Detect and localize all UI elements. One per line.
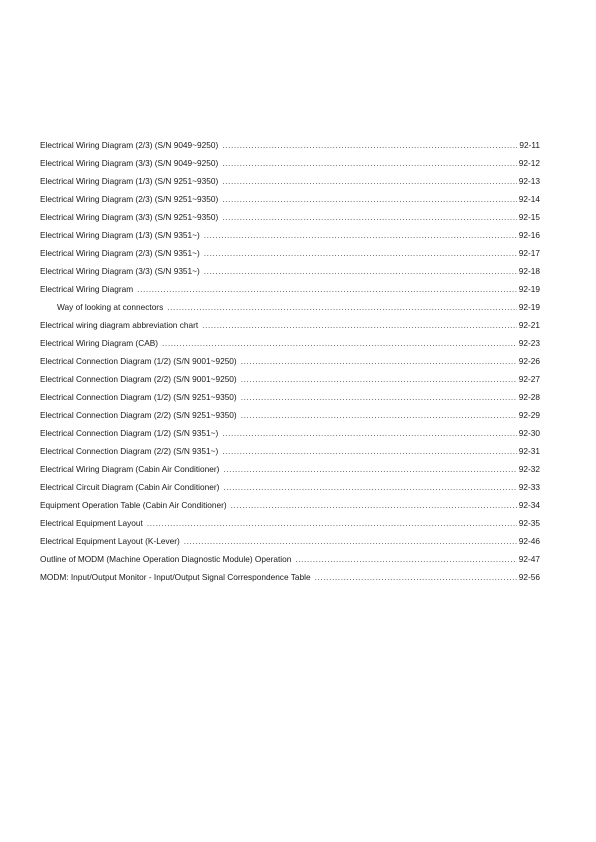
toc-entry-page-number: 92-13 [518,176,540,186]
toc-entry-title: Way of looking at connectors [57,302,164,312]
toc-entry-page-number: 92-46 [518,536,540,546]
toc-entry-title: Electrical Wiring Diagram (3/3) (S/N 9049~9250) [40,158,219,168]
toc-entry[interactable] [40,424,540,442]
toc-entry-title: Electrical Wiring Diagram (2/3) (S/N 9049~9250) [40,140,219,150]
dot-leader [315,568,517,586]
toc-entry-title: Electrical Wiring Diagram (3/3) (S/N 9251~9350) [40,212,219,222]
toc-entry[interactable] [40,532,540,550]
dot-leader [223,478,516,496]
toc-entry-page-number: 92-34 [518,500,540,510]
dot-leader [222,442,517,460]
toc-entry[interactable] [40,208,540,226]
toc-entry-page-number: 92-31 [518,446,540,456]
toc-entry-page-number: 92-32 [518,464,540,474]
dot-leader [202,316,517,334]
toc-entry-page-number: 92-33 [518,482,540,492]
toc-entry[interactable] [40,388,540,406]
toc-entry[interactable] [40,496,540,514]
toc-entry-title: Electrical Connection Diagram (1/2) (S/N 9001~9250) [40,356,237,366]
toc-entry-title: Electrical Connection Diagram (1/2) (S/N 9251~9350) [40,392,237,402]
toc-entry-title: Electrical Connection Diagram (2/2) (S/N 9251~9350) [40,410,237,420]
toc-entry-page-number: 92-29 [518,410,540,420]
dot-leader [204,262,517,280]
dot-leader [204,226,517,244]
toc-entry[interactable] [40,370,540,388]
toc-entry[interactable] [40,280,540,298]
dot-leader [222,136,517,154]
dot-leader [222,424,517,442]
toc-entry-page-number: 92-19 [518,284,540,294]
dot-leader [162,334,517,352]
toc-entry-title: Electrical Circuit Diagram (Cabin Air Conditioner) [40,482,220,492]
toc-entry[interactable] [40,478,540,496]
dot-leader [231,496,517,514]
toc-entry[interactable] [40,262,540,280]
toc-entry[interactable] [40,514,540,532]
toc-entry-title: Electrical Wiring Diagram (Cabin Air Conditioner) [40,464,220,474]
dot-leader [204,244,517,262]
toc-entry-page-number: 92-19 [518,302,540,312]
toc-entry-title: Outline of MODM (Machine Operation Diagnostic Module) Operation [40,554,292,564]
toc-entry-title: Electrical Connection Diagram (2/2) (S/N 9351~) [40,446,219,456]
toc-entry-title: Electrical wiring diagram abbreviation chart [40,320,199,330]
toc-entry-page-number: 92-35 [518,518,540,528]
toc-entry-page-number: 92-12 [518,158,540,168]
dot-leader [167,298,517,316]
dot-leader [222,154,517,172]
toc-entry[interactable] [40,460,540,478]
toc-entry[interactable] [40,316,540,334]
dot-leader [295,550,516,568]
toc-entry-title: Electrical Wiring Diagram (2/3) (S/N 9251~9350) [40,194,219,204]
toc-entry-page-number: 92-23 [518,338,540,348]
toc-entry-title: Electrical Wiring Diagram [40,284,134,294]
toc-entry-page-number: 92-21 [518,320,540,330]
toc-entry[interactable] [40,226,540,244]
dot-leader [241,370,517,388]
toc-entry-title: Equipment Operation Table (Cabin Air Conditioner) [40,500,227,510]
toc-entry[interactable] [40,298,540,316]
toc-entry[interactable] [40,154,540,172]
table-of-contents [40,136,540,586]
toc-entry-title: Electrical Wiring Diagram (3/3) (S/N 9351~) [40,266,200,276]
toc-entry-page-number: 92-17 [518,248,540,258]
toc-entry-title: Electrical Connection Diagram (2/2) (S/N 9001~9250) [40,374,237,384]
toc-entry-page-number: 92-16 [518,230,540,240]
toc-entry[interactable] [40,244,540,262]
dot-leader [222,208,517,226]
toc-entry[interactable] [40,568,540,586]
toc-entry[interactable] [40,190,540,208]
toc-entry[interactable] [40,550,540,568]
toc-entry-title: Electrical Wiring Diagram (1/3) (S/N 9251~9350) [40,176,219,186]
toc-entry-title: Electrical Connection Diagram (1/2) (S/N 9351~) [40,428,219,438]
dot-leader [222,172,517,190]
toc-entry-page-number: 92-56 [518,572,540,582]
toc-entry-title: Electrical Wiring Diagram (CAB) [40,338,159,348]
dot-leader [137,280,517,298]
toc-entry[interactable] [40,172,540,190]
toc-entry-page-number: 92-11 [519,140,540,150]
toc-entry-page-number: 92-27 [518,374,540,384]
toc-entry-title: MODM: Input/Output Monitor - Input/Output Signal Correspondence Table [40,572,311,582]
toc-entry-page-number: 92-15 [518,212,540,222]
toc-entry-page-number: 92-26 [518,356,540,366]
toc-entry-title: Electrical Equipment Layout [40,518,143,528]
toc-entry-title: Electrical Equipment Layout (K-Lever) [40,536,180,546]
toc-entry-title: Electrical Wiring Diagram (1/3) (S/N 9351~) [40,230,200,240]
dot-leader [147,514,517,532]
toc-entry-page-number: 92-30 [518,428,540,438]
toc-entry[interactable] [40,136,540,154]
dot-leader [223,460,516,478]
toc-entry[interactable] [40,352,540,370]
dot-leader [241,388,517,406]
toc-entry-page-number: 92-28 [518,392,540,402]
dot-leader [222,190,517,208]
dot-leader [241,406,517,424]
toc-entry-page-number: 92-47 [518,554,540,564]
dot-leader [184,532,517,550]
toc-entry-page-number: 92-14 [518,194,540,204]
toc-entry[interactable] [40,406,540,424]
toc-entry[interactable] [40,334,540,352]
dot-leader [241,352,517,370]
toc-entry-page-number: 92-18 [518,266,540,276]
toc-entry[interactable] [40,442,540,460]
toc-entry-title: Electrical Wiring Diagram (2/3) (S/N 9351~) [40,248,200,258]
